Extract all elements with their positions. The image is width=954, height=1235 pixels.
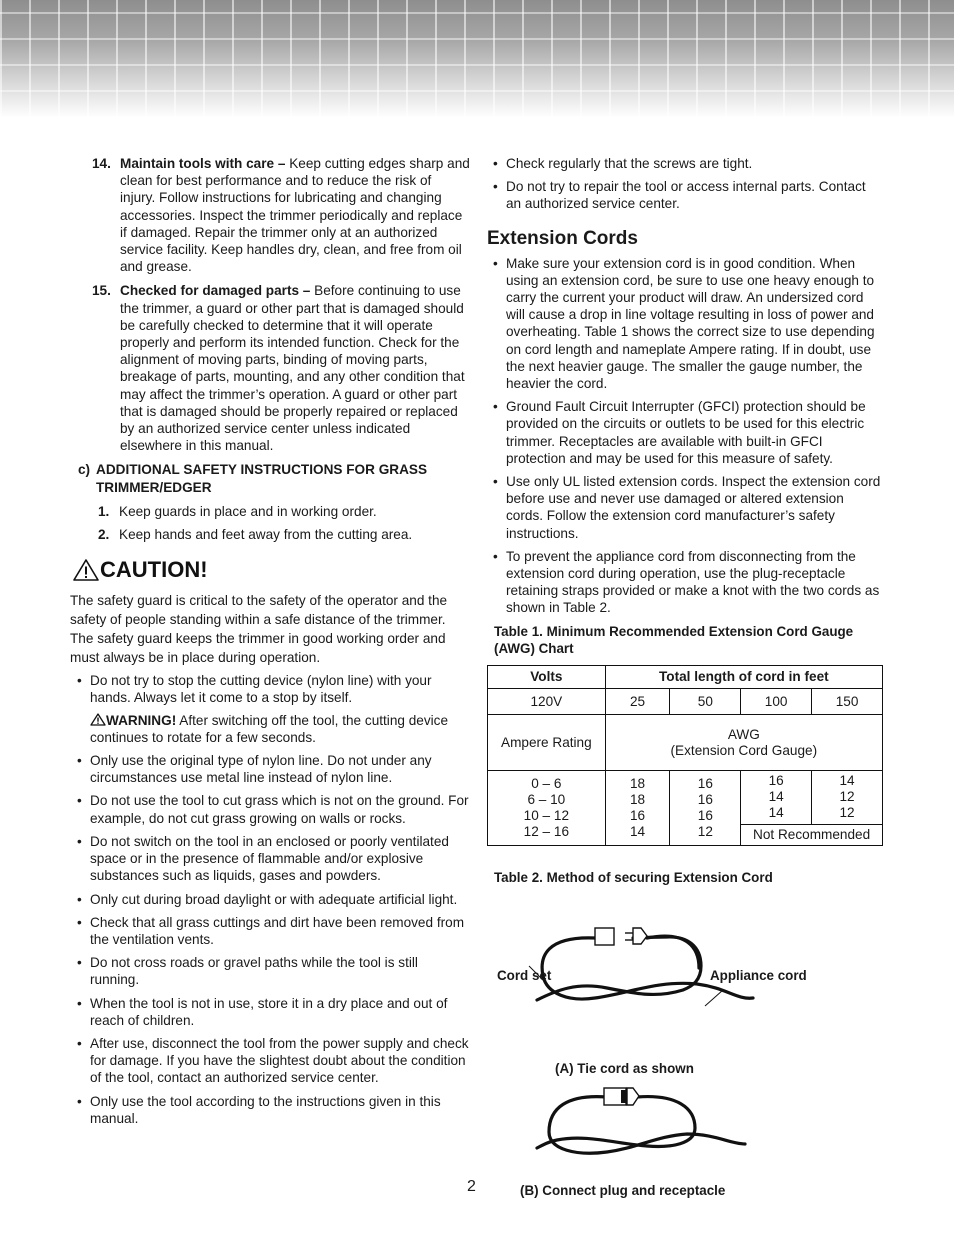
item-number: 2. [98, 527, 110, 543]
item-number: 14. [92, 156, 111, 171]
section-heading: Extension Cords [487, 227, 638, 249]
table-cell: 100 [741, 689, 812, 715]
figure-a-caption: (A) Tie cord as shown [555, 1061, 694, 1077]
awg-table [487, 665, 883, 846]
gauge-value: 12 [839, 789, 855, 805]
list-item [487, 178, 883, 212]
section-c-heading [70, 461, 470, 495]
amp-range: 0 – 6 [531, 776, 562, 792]
bullet-icon: • [493, 156, 498, 171]
bullet-icon: • [77, 833, 82, 849]
table-cell: 150 [812, 689, 883, 715]
bullet-text: After use, disconnect the tool from the power supply and check for damage. If you have the slightest doubt about the condition of the tool, contact an authorized service center. [90, 1035, 469, 1086]
receptacle-icon [595, 928, 614, 945]
list-item [70, 891, 470, 908]
bullet-text: Use only UL listed extension cords. Inspect the extension cord before use and never use damaged or altered extension cords. Follow the extension cord manufacturer’s safety instructions. [506, 474, 881, 541]
table-cell [670, 771, 741, 846]
caution-heading [72, 557, 470, 583]
item-number: 1. [98, 503, 110, 519]
bullet-text: Make sure your extension cord is in good condition. When using an extension cord, be sure to use one heavy enough to carry the current your product will draw. An undersized cord will cause a drop in line voltage resulting in loss of power and overheating. Table 1 shows the correct size to use depending on cord length and nameplate Ampere rating. If in doubt, use the next heavier gauge. The smaller the gauge number, the heavier the cord. [506, 255, 875, 392]
table-cell [741, 771, 812, 825]
cord-set-label: Cord set [497, 968, 552, 984]
bullet-text: Do not try to stop the cutting device (nylon line) with your hands. Always let it come to a stop by itself. [90, 673, 432, 706]
warning-label: WARNING! [106, 712, 177, 728]
section-title: ADDITIONAL SAFETY INSTRUCTIONS FOR GRASS TRIMMER/EDGER [96, 462, 428, 495]
table-row [488, 666, 883, 689]
plug-icon [627, 1088, 639, 1105]
item-text: Before continuing to use the trimmer, a guard or other part that is damaged should be carefully checked to determine that it will operate properly and perform its intended function. Check for the alignment of moving parts, binding of moving parts, breakage of parts, mounting, and any other condition that may affect the trimmer’s operation. A guard or other part that is damaged should be properly repaired or replaced by an authorized service center unless indicated elsewhere in this manual. [120, 283, 465, 454]
sub-list-item [70, 503, 470, 520]
bullet-text: When the tool is not in use, store it in a dry place and out of reach of children. [90, 995, 448, 1028]
bullet-icon: • [493, 399, 498, 415]
bullet-icon: • [77, 891, 82, 907]
bullet-text: To prevent the appliance cord from disconnecting from the extension cord during operation, use the plug-receptacle retaining straps provided or make a knot with the two cords as shown in Table 2. [506, 548, 880, 616]
gauge-value: 18 [630, 776, 646, 792]
bullet-text: Do not use the tool to cut grass which is not on the ground. For example, do not cut grass growing on walls or rocks. [90, 793, 469, 826]
amp-range: 12 – 16 [523, 824, 570, 840]
gauge-value: 12 [697, 824, 713, 840]
awg-label: AWG [727, 726, 760, 742]
list-item [487, 255, 883, 393]
bullet-icon: • [77, 995, 82, 1011]
table-cell [812, 771, 883, 825]
bullet-icon: • [77, 673, 82, 689]
gauge-value: 16 [768, 773, 784, 789]
table1-caption: Table 1. Minimum Recommended Extension Cord Gauge (AWG) Chart [494, 623, 854, 656]
bullet-icon: • [77, 914, 82, 930]
bullet-text: Ground Fault Circuit Interrupter (GFCI) protection should be provided on the circuits or outlets to be used for this electric trimmer. Receptacles are available with built-in GFCI protection and may be used for this measure of safety. [506, 399, 866, 466]
table-cell: 120V [488, 689, 606, 715]
caution-title: CAUTION! [100, 557, 208, 583]
section-label: c) [78, 462, 91, 478]
table-cell [488, 771, 606, 846]
table-row [488, 689, 883, 715]
gauge-value: 18 [630, 792, 646, 808]
bullet-text: Only use the original type of nylon line. Do not under any circumstances use metal line instead of nylon line. [90, 753, 432, 786]
page-number: 2 [467, 1178, 476, 1195]
bullet-text: Check regularly that the screws are tight. [506, 156, 753, 171]
item-number: 15. [92, 283, 111, 299]
list-item [70, 914, 470, 948]
list-item [487, 398, 883, 467]
table-header-cell: Volts [488, 666, 606, 689]
gauge-value: 16 [630, 808, 646, 824]
table2-caption: Table 2. Method of securing Extension Cord [494, 870, 773, 886]
list-item [70, 1035, 470, 1087]
warning-triangle-icon [72, 558, 100, 582]
bullet-icon: • [493, 548, 498, 564]
table-row [488, 771, 883, 825]
item-text: Keep cutting edges sharp and clean for best performance and to reduce the risk of injury. Follow instructions for lubricating and changing accessories. Inspect the trimmer periodically and replace if damaged. Repair the trimmer only at an authorized service facility. Keep handles dry, clean, and free from oil and grease. [120, 156, 470, 275]
bullet-text: Do not cross roads or gravel paths while the tool is still running. [90, 955, 418, 988]
table-cell [605, 715, 882, 771]
bullet-icon: • [77, 1093, 82, 1109]
list-item [487, 473, 883, 542]
bullet-text: Only cut during broad daylight or with adequate artificial light. [90, 891, 458, 907]
list-item [70, 752, 470, 786]
bullet-icon: • [77, 955, 82, 971]
bullet-icon: • [77, 1035, 82, 1051]
plug-icon [633, 928, 647, 944]
bullet-text: Check that all grass cuttings and dirt have been removed from the ventilation vents. [90, 914, 465, 947]
warning-triangle-icon [90, 713, 106, 726]
gauge-value: 14 [630, 824, 646, 840]
cord-knot-illustration [487, 894, 883, 1174]
list-item [70, 792, 470, 826]
bullet-text: Do not try to repair the tool or access internal parts. Contact an authorized service center. [506, 179, 866, 212]
list-item-14 [70, 155, 470, 275]
figure-b-caption: (B) Connect plug and receptacle [520, 1183, 726, 1199]
table-cell: 50 [670, 689, 741, 715]
list-item [70, 954, 470, 988]
list-item [70, 995, 470, 1029]
item-text: Keep hands and feet away from the cutting area. [119, 527, 413, 543]
gauge-value: 16 [697, 776, 713, 792]
table-cell [605, 771, 670, 846]
amp-range: 10 – 12 [523, 808, 570, 824]
gauge-value: 16 [697, 808, 713, 824]
gauge-value: 16 [697, 792, 713, 808]
bullet-icon: • [493, 179, 498, 195]
header-band [0, 0, 954, 118]
list-item-15 [70, 282, 470, 454]
list-item [70, 833, 470, 885]
warning-note [90, 712, 470, 746]
bullet-icon: • [493, 255, 498, 271]
item-title: Maintain tools with care – [120, 156, 286, 171]
table-row [488, 715, 883, 771]
list-item [487, 548, 883, 617]
bullet-icon: • [493, 474, 498, 490]
bullet-icon: • [77, 753, 82, 769]
table-header-cell: Total length of cord in feet [605, 666, 882, 689]
table-cell: Ampere Rating [488, 715, 606, 771]
table-cell: 25 [605, 689, 670, 715]
list-item [70, 1093, 470, 1127]
right-column [487, 155, 883, 1199]
list-item [70, 672, 470, 746]
awg-sublabel: (Extension Cord Gauge) [670, 742, 818, 758]
cord-diagram [487, 894, 883, 1199]
bullet-text: Only use the tool according to the instructions given in this manual. [90, 1093, 441, 1126]
appliance-cord-label: Appliance cord [710, 968, 807, 984]
gauge-value: 12 [839, 805, 855, 821]
caution-paragraph: The safety guard is critical to the safety of the operator and the safety of people standing within a safe distance of the trimmer. The safety guard keeps the trimmer in good working order and must always be in place during operation. [70, 593, 448, 666]
gauge-value: 14 [768, 789, 784, 805]
item-text: Keep guards in place and in working order. [119, 503, 377, 519]
gauge-value: 14 [839, 773, 855, 789]
left-column [70, 155, 470, 1133]
bullet-icon: • [77, 793, 82, 809]
sub-list-item [70, 526, 470, 543]
gauge-value: 14 [768, 805, 784, 821]
item-title: Checked for damaged parts – [120, 283, 311, 299]
warning-text: After switching off the tool, the cutting device continues to rotate for a few seconds. [90, 712, 449, 745]
bullet-text: Do not switch on the tool in an enclosed or poorly ventilated space or in the presence of flammable and/or explosive substances such as liquids, gases and powders. [90, 833, 449, 884]
list-item [487, 155, 883, 172]
table-cell: Not Recommended [741, 825, 883, 846]
amp-range: 6 – 10 [527, 792, 566, 808]
